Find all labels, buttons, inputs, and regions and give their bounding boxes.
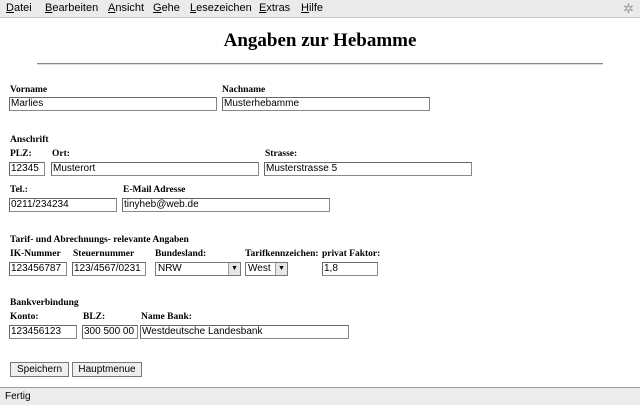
menu-lesezeichen[interactable]: Lesezeichen bbox=[190, 2, 252, 14]
menu-bar bbox=[0, 0, 640, 18]
status-bar bbox=[0, 387, 640, 405]
menu-datei[interactable]: Datei bbox=[6, 2, 32, 14]
faktor-input[interactable]: 1,8 bbox=[322, 262, 378, 276]
ort-label: Ort: bbox=[52, 149, 70, 159]
konto-input[interactable]: 123456123 bbox=[9, 325, 77, 339]
steuer-label: Steuernummer bbox=[73, 249, 135, 259]
nachname-label: Nachname bbox=[222, 85, 266, 95]
plz-input[interactable]: 12345 bbox=[9, 162, 45, 176]
ik-label: IK-Nummer bbox=[10, 249, 61, 259]
bundesland-value: NRW bbox=[158, 263, 182, 274]
divider bbox=[37, 63, 603, 65]
anschrift-heading: Anschrift bbox=[10, 135, 49, 145]
page-content bbox=[0, 18, 640, 386]
throbber-icon: ✲ bbox=[623, 1, 634, 16]
bankname-input[interactable]: Westdeutsche Landesbank bbox=[140, 325, 349, 339]
tarifkennzeichen-value: West bbox=[248, 263, 271, 274]
ort-input[interactable]: Musterort bbox=[51, 162, 259, 176]
bundesland-select[interactable] bbox=[155, 262, 241, 276]
status-text: Fertig bbox=[5, 391, 31, 402]
bundesland-label: Bundesland: bbox=[155, 249, 207, 259]
menu-gehe[interactable]: Gehe bbox=[153, 2, 180, 14]
blz-input[interactable]: 300 500 00 bbox=[82, 325, 138, 339]
plz-label: PLZ: bbox=[10, 149, 32, 159]
nachname-input[interactable]: Musterhebamme bbox=[222, 97, 430, 111]
faktor-label: privat Faktor: bbox=[322, 249, 381, 259]
tel-input[interactable]: 0211/234234 bbox=[9, 198, 117, 212]
ik-input[interactable]: 123456787 bbox=[9, 262, 67, 276]
menu-ansicht[interactable]: Ansicht bbox=[108, 2, 145, 14]
tarifkennzeichen-label: Tarifkennzeichen: bbox=[245, 249, 319, 259]
menu-extras[interactable]: Extras bbox=[259, 2, 291, 14]
strasse-label: Strasse: bbox=[265, 149, 298, 159]
vorname-input[interactable]: Marlies bbox=[9, 97, 217, 111]
tel-label: Tel.: bbox=[10, 185, 28, 195]
steuer-input[interactable]: 123/4567/0231 bbox=[72, 262, 146, 276]
bank-heading: Bankverbindung bbox=[10, 298, 79, 308]
chevron-down-icon: ▼ bbox=[228, 263, 240, 275]
menu-bearbeiten[interactable]: Bearbeiten bbox=[45, 2, 99, 14]
tarif-heading: Tarif- und Abrechnungs- relevante Angaben bbox=[10, 235, 189, 245]
bankname-label: Name Bank: bbox=[141, 312, 192, 322]
chevron-down-icon: ▼ bbox=[275, 263, 287, 275]
tarifkennzeichen-select[interactable] bbox=[245, 262, 288, 276]
page-title: Angaben zur Hebamme bbox=[223, 30, 417, 51]
save-button[interactable]: Speichern bbox=[10, 362, 69, 377]
strasse-input[interactable]: Musterstrasse 5 bbox=[264, 162, 472, 176]
main-menu-button[interactable]: Hauptmenue bbox=[72, 362, 142, 377]
vorname-label: Vorname bbox=[10, 85, 48, 95]
email-input[interactable]: tinyheb@web.de bbox=[122, 198, 330, 212]
blz-label: BLZ: bbox=[83, 312, 106, 322]
email-label: E-Mail Adresse bbox=[123, 185, 186, 195]
konto-label: Konto: bbox=[10, 312, 39, 322]
menu-hilfe[interactable]: Hilfe bbox=[301, 2, 324, 14]
